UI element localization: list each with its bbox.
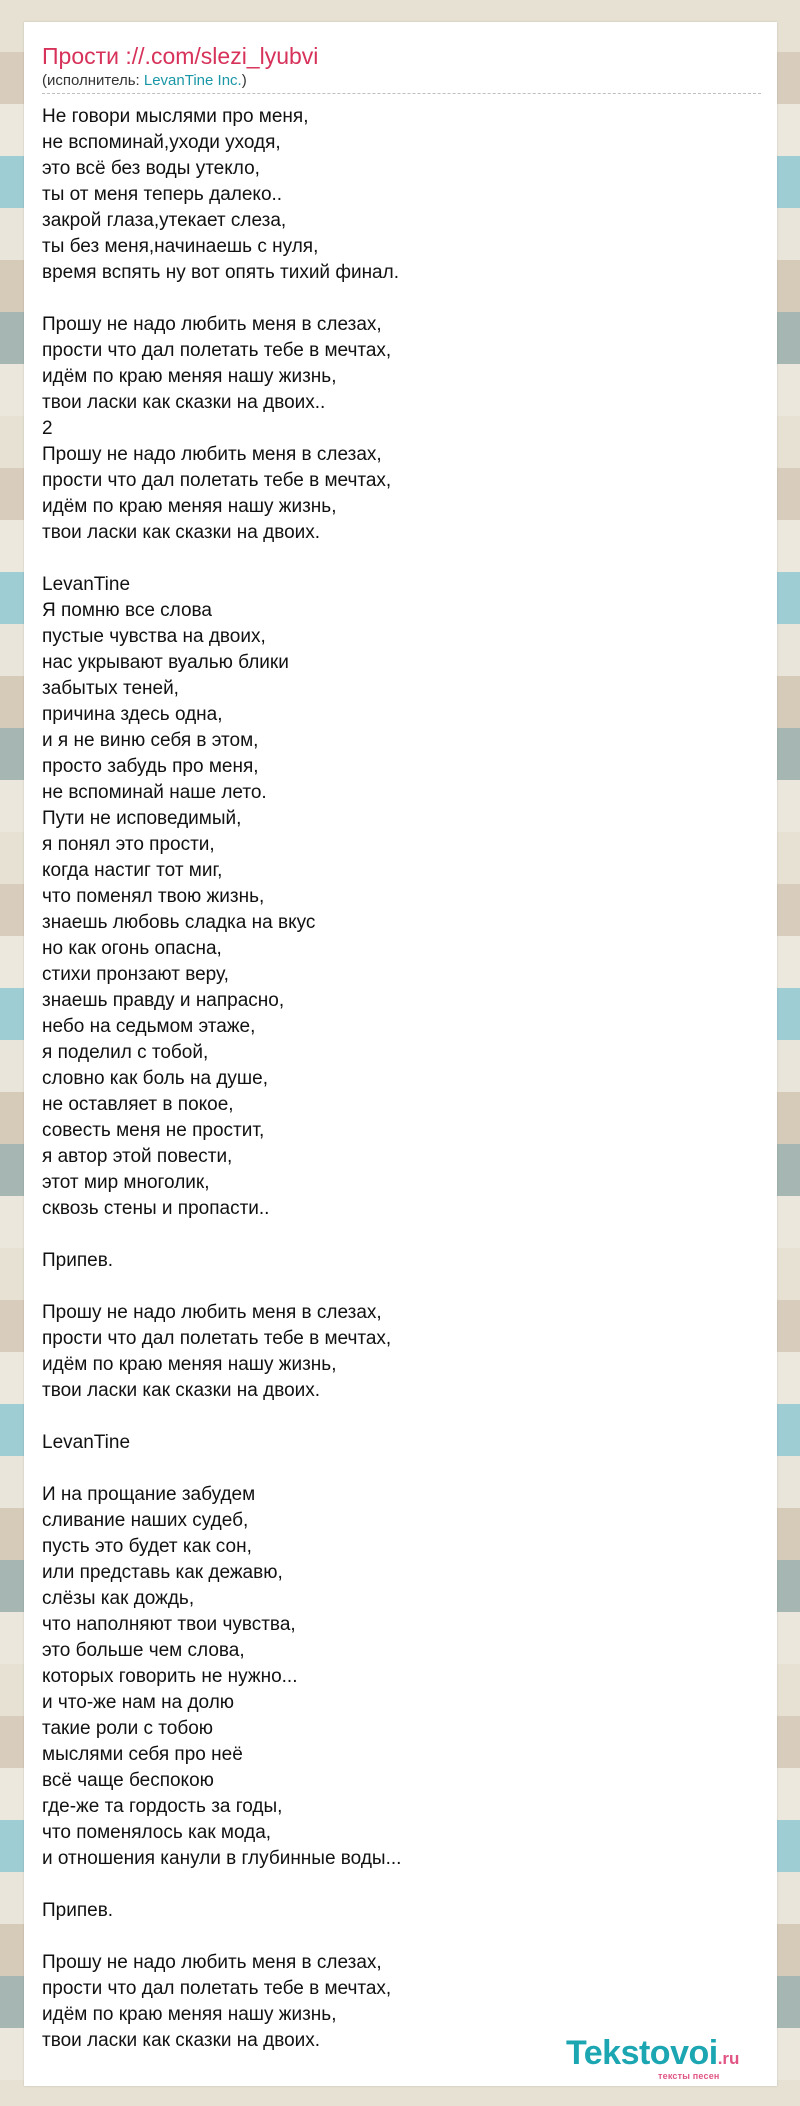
tekstovoi-logo[interactable] [566, 2036, 771, 2084]
logo-tagline: тексты песен [658, 2071, 720, 2081]
logo-tld: .ru [717, 2049, 740, 2068]
logo-wordmark [566, 2036, 739, 2070]
artist-prefix: (исполнитель: [42, 72, 144, 89]
artist-suffix: ) [241, 72, 247, 89]
lyrics-text: Не говори мыслями про меня, не вспоминай,уходи уходя, это всё без воды утекло, ты от меня теперь далеко.. закрой глаза,утекает слеза, ты без меня,начинаешь с нуля, время вспять ну вот опять тихий финал. Прошу не надо любить меня в слезах, прости что дал полетать тебе в мечтах, идём по краю меняя нашу жизнь, твои ласки как сказки на двоих.. 2 Прошу не надо любить меня в слезах, прости что дал полетать тебе в мечтах, идём по краю меняя нашу жизнь, твои ласки как сказки на двоих. LevanTine Я помню все слова пустые чувства на двоих, нас укрывают вуалью блики забытых теней, причина здесь одна, и я не виню себя в этом, просто забудь про меня, не вспоминай наше лето. Пути не исповедимый, я понял это прости, когда настиг тот миг, что поменял твою жизнь, знаешь любовь сладка на вкус но как огонь опасна, стихи пронзают веру, знаешь правду и напрасно, небо на седьмом этаже, я поделил с тобой, словно как боль на душе, не оставляет в покое, совесть меня не простит, я автор этой повести, этот мир многолик, сквозь стены и пропасти.. Припев. Прошу не надо любить меня в слезах, прости что дал полетать тебе в мечтах, идём по краю меняя нашу жизнь, твои ласки как сказки на двоих. LevanTine И на прощание забудем сливание наших судеб, пусть это будет как сон, или представь как дежавю, слёзы как дождь, что наполняют твои чувства, это больше чем слова, которых говорить не нужно... и что-же нам на долю такие роли с тобою мыслями себя про неё всё чаще беспокою где-же та гордость за годы, что поменялось как мода, и отношения канули в глубинные воды... Припев. Прошу не надо любить меня в слезах, прости что дал полетать тебе в мечтах, идём по краю меняя нашу жизнь, твои ласки как сказки на двоих. [42, 106, 402, 2051]
logo-name: Tekstovoi [566, 2034, 718, 2072]
song-title: Прости ://.com/slezi_lyubvi [42, 43, 319, 69]
artist-link[interactable]: LevanTine Inc. [143, 72, 242, 89]
title-divider [42, 93, 761, 94]
artist-line [42, 72, 247, 89]
lyrics-card [24, 22, 777, 2086]
